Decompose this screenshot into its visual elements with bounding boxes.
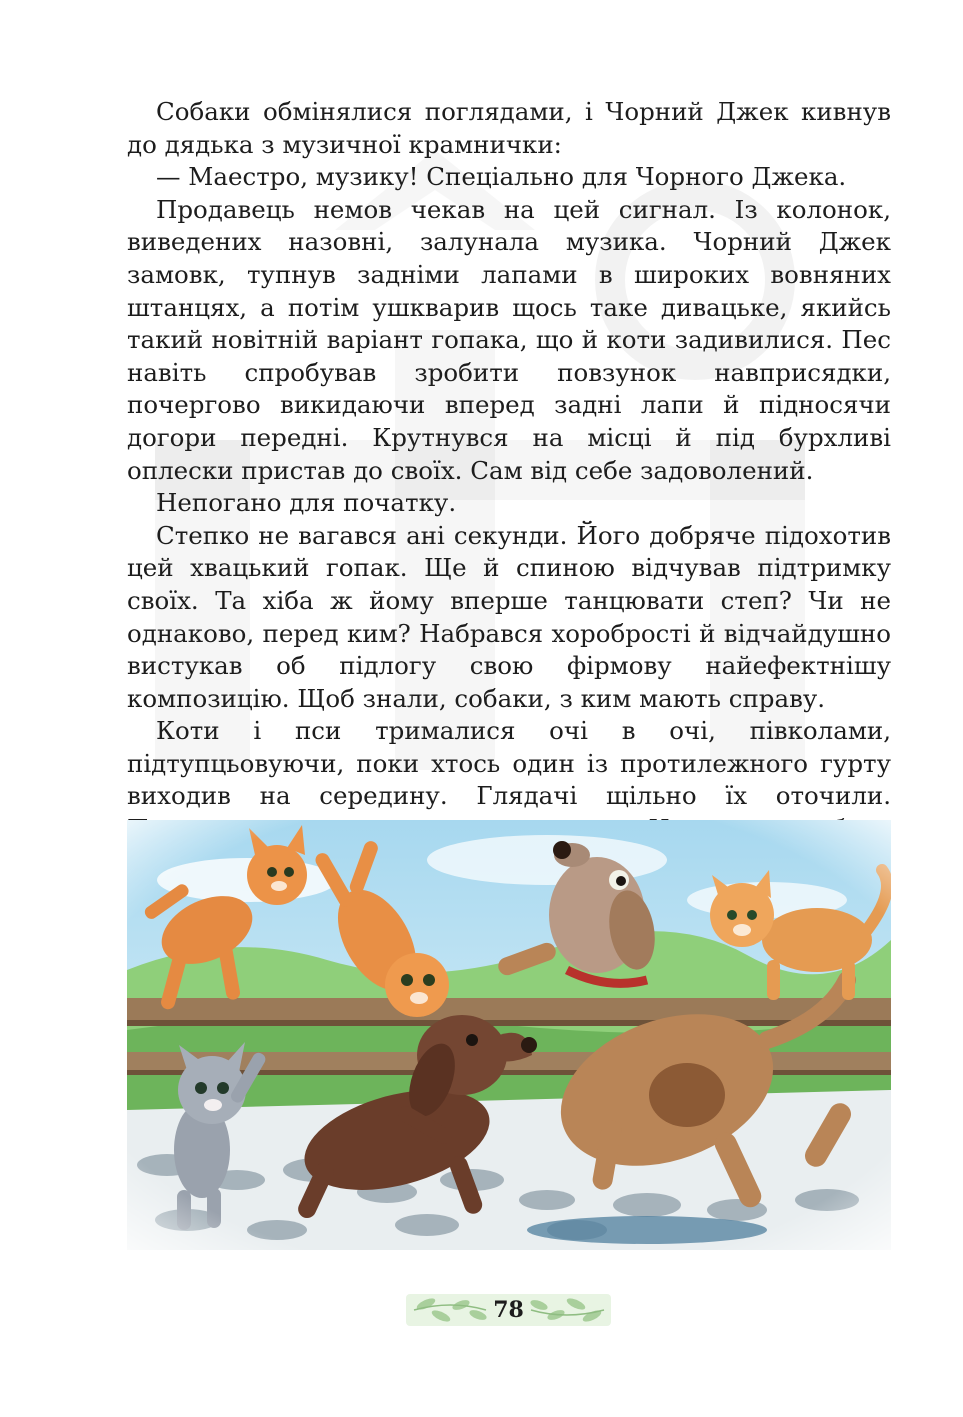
page-number: 78 [493,1297,524,1323]
paragraph-3: Продавець немов чекав на цей сигнал. Із колонок, виведених назовні, залунала музика. Чорний Джек замовк, тупнув задніми лапами в широких вовняних штанцях, а потім ушкварив щось таке дивацьке, якийсь такий новітній варіант гопака, що й коти задивилися. Пес навіть спробував зробити повзунок навприсядки, почергово викидаючи вперед задні лапи й підносячи догори передні. Крутнувся на місці й під бурхливі оплески пристав до своїх. Сам від себе задоволений. [127,194,891,485]
paragraph-4: Непогано для початку. [156,488,457,518]
story-text [127,96,891,878]
paragraph-2: — Маестро, музику! Спеціально для Чорного Джека. [156,162,847,192]
paragraph-6: Коти і пси трималися очі в очі, півколами, підтупцьовуючи, поки хтось один із протилежного гурту виходив на середину. Глядачі щільно їх оточили. [127,716,891,811]
page-footer [406,1290,611,1330]
paragraph-1: Собаки обмінялися поглядами, і Чорний Джек кивнув до дядька з музичної крамнички: [127,97,891,159]
paragraph-5: Степко не вагався ані секунди. Його добряче підохотив цей хвацький гопак. Ще й спиною відчував підтримку своїх. Та хіба ж йому вперше танцювати степ? Чи не однаково, перед ким? Набрався хоробрості й відчайдушно вистукав об підлогу свою фірмову найефектнішу композицію. Щоб знали, собаки, з ким мають справу. [127,520,891,713]
dancing-cats-and-dogs-illustration [127,820,891,1250]
